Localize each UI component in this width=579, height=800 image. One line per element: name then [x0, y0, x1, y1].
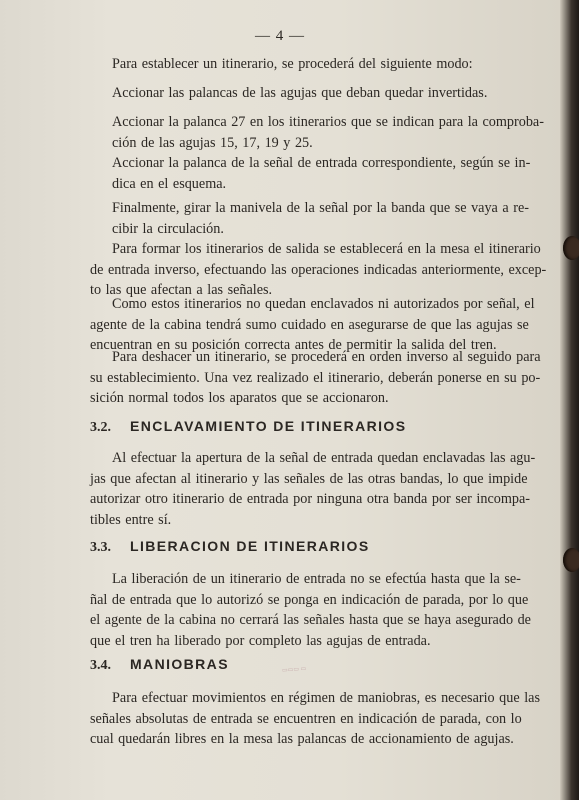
step-paragraph: Finalmente, girar la manivela de la señal por la banda que se vaya a re- cibir la circulación. — [112, 200, 529, 237]
section-title: ENCLAVAMIENTO DE ITINERARIOS — [130, 418, 407, 434]
body-paragraph: Como estos itinerarios no quedan enclavados ni autorizados por señal, el agente de la cabina tendrá sumo cuidado en asegurarse de que las agujas se encuentran en su posición correcta antes de permitir la salida del tren. — [90, 296, 535, 353]
binder-hole — [563, 236, 579, 260]
section-heading — [90, 418, 406, 436]
faint-stamp-mark: ▭▭▭ ▭ — [281, 666, 307, 674]
step-paragraph: Accionar la palanca 27 en los itinerarios que se indican para la comproba- ción de las agujas 15, 17, 19 y 25. — [112, 114, 544, 151]
body-paragraph: Para formar los itinerarios de salida se establecerá en la mesa el itinerario de entrada inverso, efectuando las operaciones indicadas anteriormente, excep- to las que afectan a las señales. — [90, 241, 547, 298]
binder-hole — [563, 548, 579, 572]
section-heading — [90, 656, 229, 674]
section-text: Al efectuar la apertura de la señal de entrada quedan enclavadas las agu- jas que afectan al itinerario y las señales de las otras bandas, lo que impide autorizar otro itinerario de entrada por ninguna otra banda por ser incompa- tibles entre sí. — [90, 450, 536, 528]
section-title: MANIOBRAS — [130, 656, 229, 672]
intro-paragraph: Para establecer un itinerario, se procederá del siguiente modo: — [112, 56, 473, 72]
step-paragraph: Accionar la palanca de la señal de entrada correspondiente, según se in- dica en el esquema. — [112, 155, 531, 192]
section-number: 3.4. — [90, 658, 111, 673]
section-number: 3.3. — [90, 540, 111, 555]
section-text: La liberación de un itinerario de entrada no se efectúa hasta que la se- ñal de entrada que lo autorizó se ponga en indicación de parada, por lo que el agente de la cabina no cerrará las señales hasta que se haya asegurado de que el tren ha liberado por completo las agujas de entrada. — [90, 571, 531, 649]
section-title: LIBERACION DE ITINERARIOS — [130, 538, 370, 554]
section-number: 3.2. — [90, 420, 111, 435]
section-text: Para efectuar movimientos en régimen de maniobras, es necesario que las señales absolutas de entrada se encuentren en indicación de parada, con lo cual quedarán libres en la mesa las palancas de accionamiento de agujas. — [90, 690, 540, 747]
page-number: — 4 — — [255, 28, 305, 44]
step-paragraph: Accionar las palancas de las agujas que deban quedar invertidas. — [112, 85, 488, 101]
section-heading — [90, 538, 370, 556]
page-edge-shadow — [560, 0, 579, 800]
body-paragraph: Para deshacer un itinerario, se procederá en orden inverso al seguido para su establecimiento. Una vez realizado el itinerario, deberán ponerse en su po- sición normal todos los aparatos que se accionaron. — [90, 349, 541, 406]
